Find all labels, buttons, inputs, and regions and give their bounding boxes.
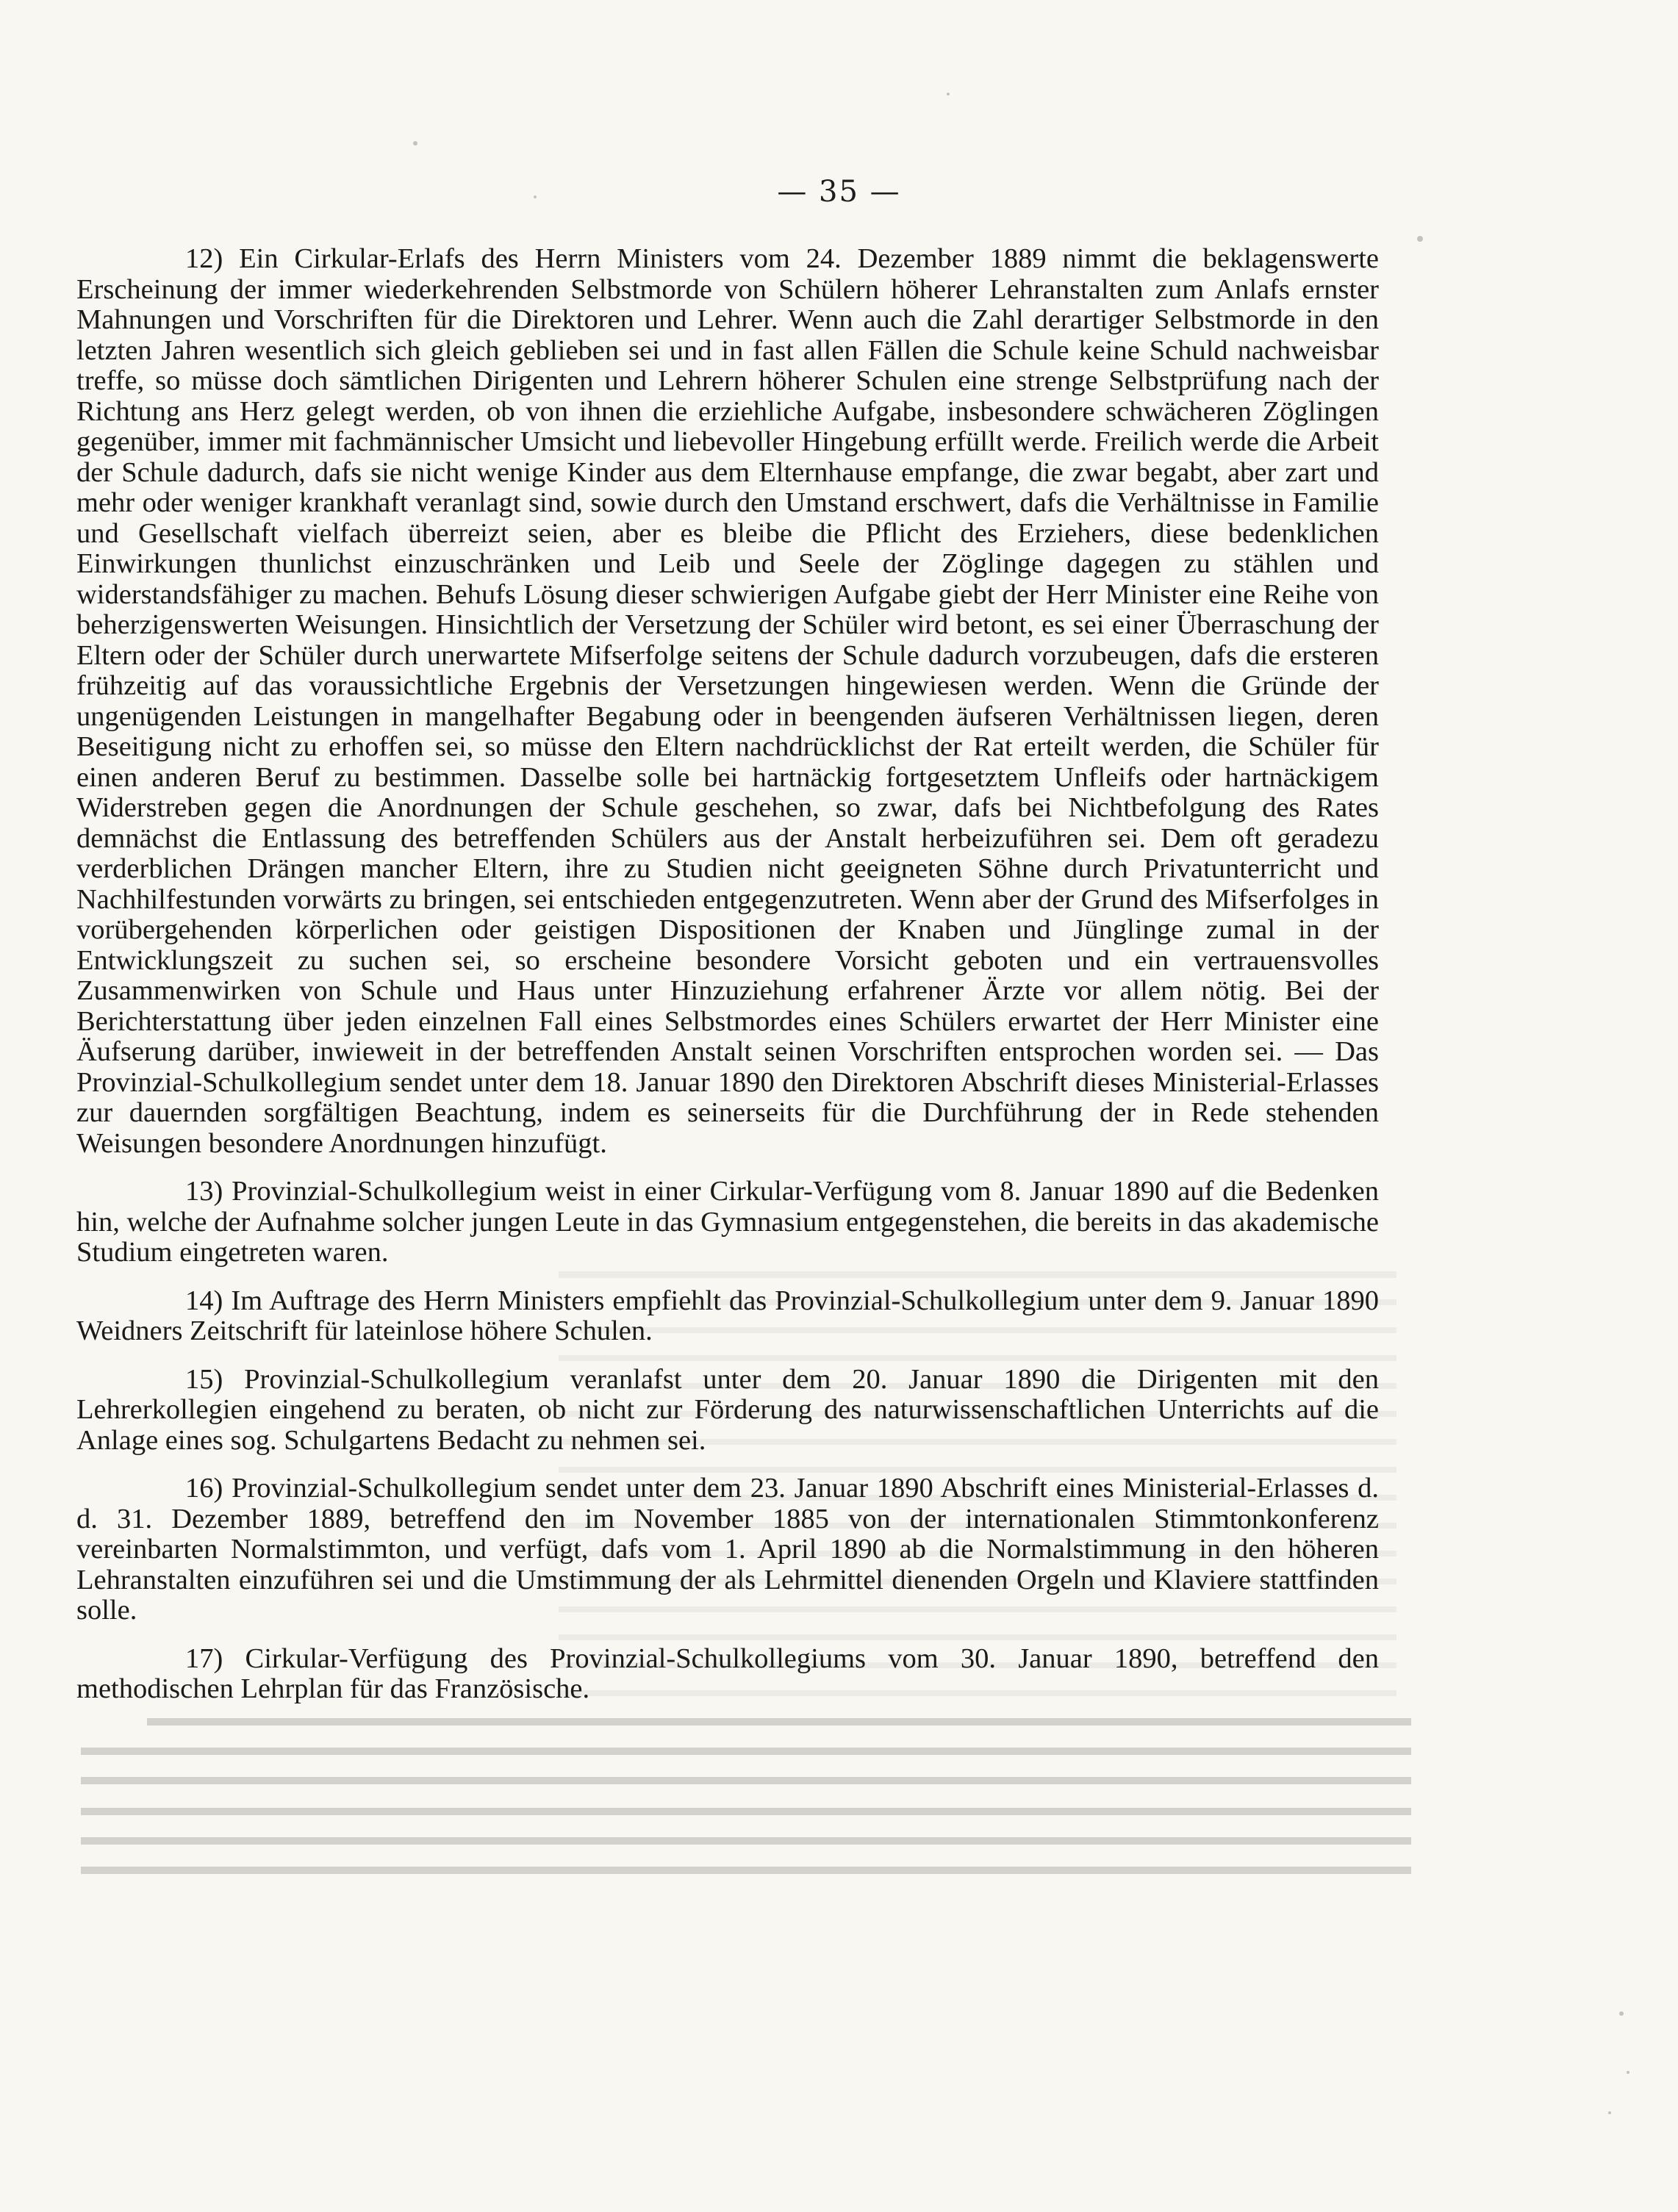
paragraph-13: 13) Provinzial-Schulkollegium weist in einer Cirkular-Verfügung vom 8. Januar 1890 auf die Bedenken hin, welche der Aufnahme solcher jungen Leute in das Gymnasium entgegenstehen, die bereits in das akademische Studium eingetreten waren. — [76, 1176, 1379, 1268]
speck — [947, 93, 950, 96]
speck — [1627, 2071, 1629, 2074]
show-through-line — [81, 1837, 1411, 1845]
show-through-line — [81, 1777, 1411, 1784]
show-through-line — [147, 1718, 1411, 1726]
paragraph-17: 17) Cirkular-Verfügung des Provinzial-Schulkollegiums vom 30. Januar 1890, betreffend den methodischen Lehrplan für das Französische. — [76, 1642, 1379, 1704]
speck — [1417, 236, 1423, 242]
speck — [1608, 2111, 1611, 2114]
body-text — [76, 244, 1379, 1705]
paragraph-16: 16) Provinzial-Schulkollegium sendet unter dem 23. Januar 1890 Abschrift eines Ministerial-Erlasses d. d. 31. Dezember 1889, betreffend den im November 1885 von der internationalen Stimmtonkonferenz vereinbarten Normalstimmton, und verfügt, dafs vom 1. April 1890 ab die Normalstimmung in den höheren Lehranstalten einzuführen sei und die Umstimmung der als Lehrmittel dienenden Orgeln und Klaviere stattfinden solle. — [76, 1473, 1379, 1626]
show-through-line — [81, 1867, 1411, 1874]
paragraph-14: 14) Im Auftrage des Herrn Ministers empfiehlt das Provinzial-Schulkollegium unter dem 9. Januar 1890 Weidners Zeitschrift für lateinlose höhere Schulen. — [76, 1285, 1379, 1346]
page-number: — 35 — — [777, 175, 901, 209]
paragraph-15: 15) Provinzial-Schulkollegium veranlafst unter dem 20. Januar 1890 die Dirigenten mit den Lehrerkollegien eingehend zu beraten, ob nicht zur Förderung des naturwissenschaftlichen Unterrichts auf die Anlage eines sog. Schulgartens Bedacht zu nehmen sei. — [76, 1363, 1379, 1456]
speck — [413, 141, 417, 146]
paragraph-12: 12) Ein Cirkular-Erlafs des Herrn Ministers vom 24. Dezember 1889 nimmt die beklagenswerte Erscheinung der immer wiederkehrenden Selbstmorde von Schülern höherer Lehranstalten zum Anlafs ernster Mahnungen und Vorschriften für die Direktoren und Lehrer. Wenn auch die Zahl derartiger Selbstmorde in den letzten Jahren wesentlich sich gleich geblieben sei und in fast allen Fällen die Schule keine Schuld nachweisbar treffe, so müsse doch sämtlichen Dirigenten und Lehrern höherer Schulen eine strenge Selbstprüfung nach der Richtung ans Herz gelegt werden, ob von ihnen die erziehliche Aufgabe, insbesondere schwächeren Zöglingen gegenüber, immer mit fachmännischer Umsicht und liebevoller Hingebung erfüllt werde. Freilich werde die Arbeit der Schule dadurch, dafs sie nicht wenige Kinder aus dem Elternhause empfange, die zwar begabt, aber zart und mehr oder weniger krankhaft veranlagt sind, sowie durch den Umstand erschwert, dafs die Verhältnisse in Familie und Gesellschaft vielfach überreizt seien, aber es bleibe die Pflicht des Erziehers, diese bedenklichen Einwirkungen thunlichst einzuschränken und Leib und Seele der Zöglinge dagegen zu stählen und widerstandsfähiger zu machen. Behufs Lösung dieser schwierigen Aufgabe giebt der Herr Minister eine Reihe von beherzigenswerten Weisungen. Hinsichtlich der Versetzung der Schüler wird betont, es sei einer Überraschung der Eltern oder der Schüler durch unerwartete Mifserfolge seitens der Schule dadurch vorzubeugen, dafs die ersteren frühzeitig auf das voraussichtliche Ergebnis der Versetzungen hingewiesen werden. Wenn die Gründe der ungenügenden Leistungen in mangelhafter Begabung oder in beengenden äufseren Verhältnissen liegen, deren Beseitigung nicht zu erhoffen sei, so müsse den Eltern nachdrücklichst der Rat erteilt werden, die Schüler für einen anderen Beruf zu bestimmen. Dasselbe solle bei hartnäckig fortgesetztem Unfleifs oder hartnäckigem Widerstreben gegen die Anordnungen der Schule geschehen, so zwar, dafs bei Nichtbefolgung des Rates demnächst die Entlassung des betreffenden Schülers aus der Anstalt herbeizuführen sei. Dem oft geradezu verderblichen Drängen mancher Eltern, ihre zu Studien nicht geeigneten Söhne durch Privatunterricht und Nachhilfestunden vorwärts zu bringen, sei entschieden entgegenzutreten. Wenn aber der Grund des Mifserfolges in vorübergehenden körperlichen oder geistigen Dispositionen der Knaben und Jünglinge zumal in der Entwicklungszeit zu suchen sei, so erscheine besondere Vorsicht geboten und ein vertrauensvolles Zusammenwirken von Schule und Haus unter Hinzuziehung erfahrener Ärzte vor allem nötig. Bei der Berichterstattung über jeden einzelnen Fall eines Selbstmordes eines Schülers erwartet der Herr Minister eine Äufserung darüber, inwieweit in der betreffenden Anstalt seinen Vorschriften entsprochen worden sei. — Das Provinzial-Schulkollegium sendet unter dem 18. Januar 1890 den Direktoren Abschrift dieses Ministerial-Erlasses zur dauernden sorgfältigen Beachtung, indem es seinerseits für die Durchführung der in Rede stehenden Weisungen besondere Anordnungen hinzufügt. — [76, 243, 1379, 1159]
speck — [1619, 2011, 1624, 2016]
show-through-line — [81, 1808, 1411, 1815]
show-through-line — [81, 1748, 1411, 1755]
